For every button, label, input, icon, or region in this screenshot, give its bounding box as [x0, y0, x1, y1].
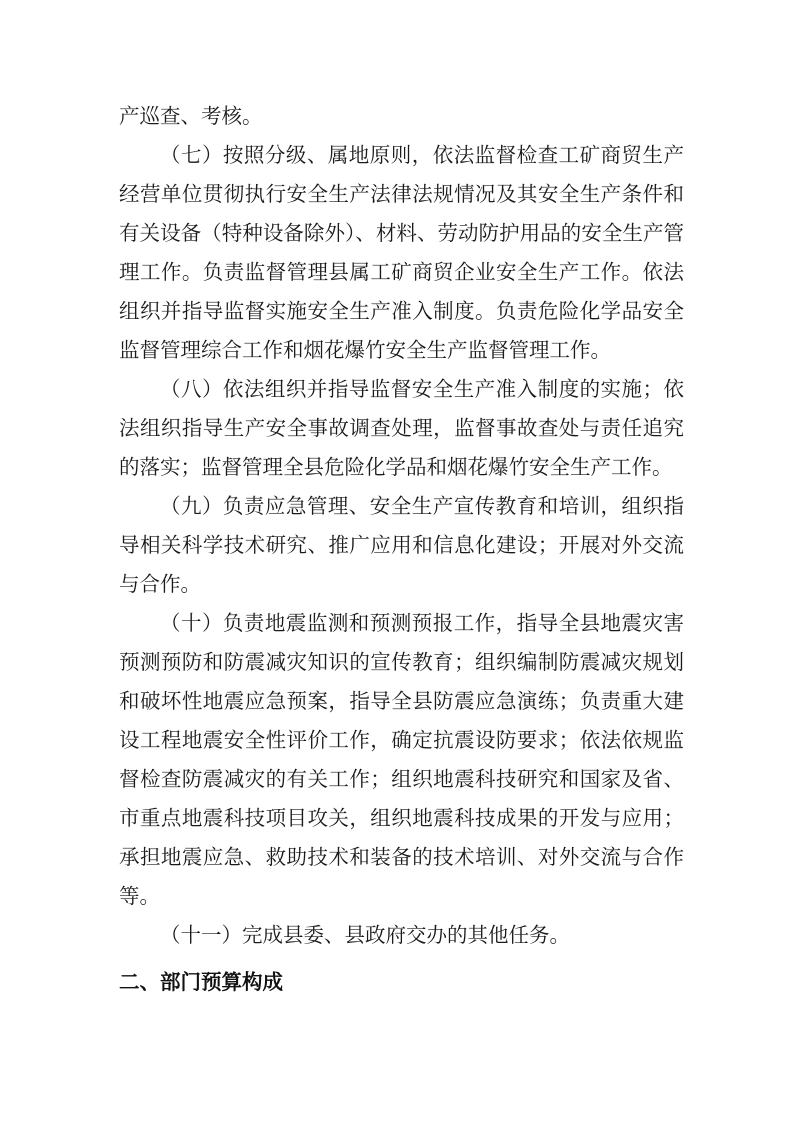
paragraph-item-9: （九）负责应急管理、安全生产宣传教育和培训，组织指导相关科学技术研究、推广应用和信息化建设；开展对外交流与合作。 [119, 494, 684, 596]
paragraph-item-7: （七）按照分级、属地原则，依法监督检查工矿商贸生产经营单位贯彻执行安全生产法律法规情况及其安全生产条件和有关设备（特种设备除外）、材料、劳动防护用品的安全生产管理工作。负责监督管理县属工矿商贸企业安全生产工作。依法组织并指导监督实施安全生产准入制度。负责危险化学品安全监督管理综合工作和烟花爆竹安全生产监督管理工作。 [119, 143, 684, 362]
section-heading: 二、部门预算构成 [119, 970, 283, 994]
paragraph-item-10: （十）负责地震监测和预测预报工作，指导全县地震灾害预测预防和防震减灾知识的宣传教育；组织编制防震减灾规划和破坏性地震应急预案，指导全县防震应急演练；负责重大建设工程地震安全性评价工作，确定抗震设防要求；依法依规监督检查防震减灾的有关工作；组织地震科技研究和国家及省、市重点地震科技项目攻关，组织地震科技成果的开发与应用；承担地震应急、救助技术和装备的技术培训、对外交流与合作等。 [119, 611, 684, 908]
paragraph-item-8: （八）依法组织并指导监督安全生产准入制度的实施；依法组织指导生产安全事故调查处理，监督事故查处与责任追究的落实；监督管理全县危险化学品和烟花爆竹安全生产工作。 [119, 377, 684, 479]
paragraph-continuation: 产巡查、考核。 [119, 104, 263, 128]
document-body [119, 97, 684, 1002]
paragraph-item-11: （十一）完成县委、县政府交办的其他任务。 [160, 923, 570, 947]
